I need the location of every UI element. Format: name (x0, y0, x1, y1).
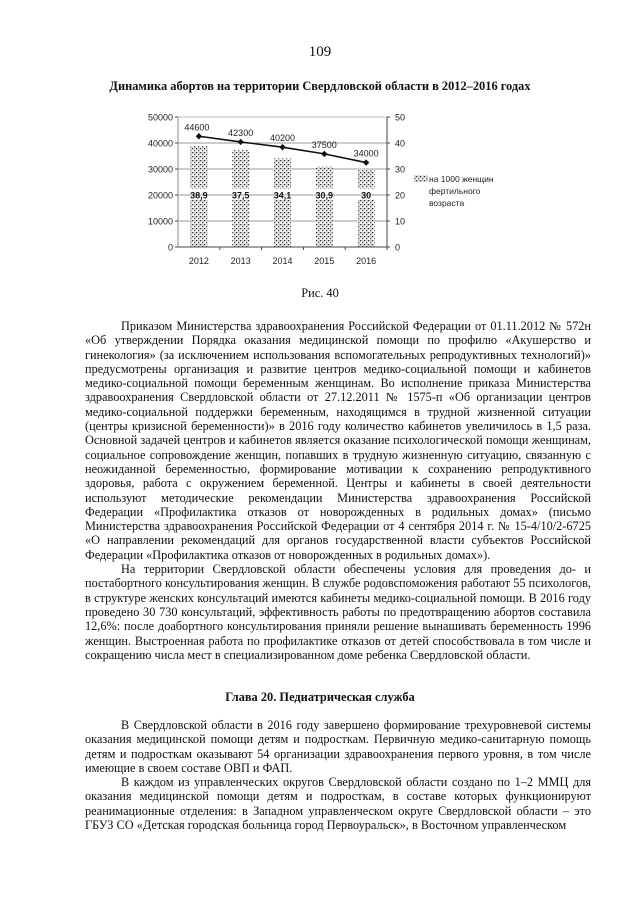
x-axis-tick-label: 2012 (188, 256, 209, 266)
paragraph: В каждом из управленческих округов Свердловской области создано по 1–2 ММЦ для оказания медицинской помощи детям и подросткам, в составе которых функционируют реанимационные отделения: в Западном управленческом округе Свердловской области – это ГБУЗ СО «Детская городская больница город Первоуральск», в Восточном управленческом (85, 775, 591, 833)
line-point-marker (196, 133, 202, 139)
bar-segment-lower (190, 199, 207, 247)
line-value-label: 34000 (353, 148, 379, 159)
bar-value-label: 37,5 (231, 190, 250, 201)
section-text-pediatric-service (85, 718, 591, 832)
left-axis-tick-label: 20000 (147, 190, 173, 201)
figure-caption: Рис. 40 (301, 286, 339, 300)
x-axis-tick-label: 2015 (314, 256, 335, 266)
line-point-marker (363, 159, 369, 165)
x-axis-tick-label: 2016 (356, 256, 377, 266)
bar-segment-upper (316, 167, 333, 189)
paragraph: Приказом Министерства здравоохранения Российской Федерации от 01.11.2012 № 572н «Об утверждении Порядка оказания медицинской помощи по профилю «Акушерство и гинекология» (за исключением использования вспомогательных репродуктивных технологий)» предусмотрены организация и развитие центров медико-социальной помощи и кабинетов медико-социальной помощи беременным женщинам. Во исполнение приказа Министерства здравоохранения Свердловской области от 27.12.2011 № 1575-п «Об организации центров медико-социальной поддержки беременным, находящимся в трудной жизненной ситуации (центры кризисной беременности)» в 2016 году количество кабинетов увеличилось в 1,5 раза. Основной задачей центров и кабинетов является оказание психологической помощи женщинам, социальное сопровождение женщин, попавших в трудную жизненную ситуацию, связанную с неожиданной беременностью, формирование мотивации к сохранению репродуктивного здоровья, работа с окружением беременной. Центры и кабинеты в своей деятельности используют методические рекомендации Министерства здравоохранения Российской Федерации «Профилактика отказов от новорожденных в родильных домах» (письмо Министерства здравоохранения Российской Федерации от 4 сентября 2014 г. № 15-4/10/2-6725 «О направлении рекомендаций для органов государственной власти субъектов Российской Федерации «Профилактика отказов от новорожденных в родильных домах»). (85, 319, 591, 562)
bar-segment-upper (274, 158, 291, 188)
legend-label-line-1: на 1000 женщин (429, 174, 494, 184)
line-value-label: 44600 (184, 122, 210, 133)
right-axis-tick-label: 0 (395, 242, 401, 253)
right-axis-tick-label: 30 (395, 164, 406, 175)
line-point-marker (279, 144, 285, 150)
line-point-marker (321, 151, 327, 157)
legend (414, 174, 494, 208)
right-axis-tick-label: 50 (395, 112, 406, 123)
bar-value-label: 30,9 (315, 190, 334, 201)
figure-title: Динамика абортов на территории Свердловской области в 2012–2016 годах (109, 79, 531, 93)
line-value-label: 40200 (269, 133, 296, 144)
x-axis-tick-label: 2014 (272, 256, 293, 266)
paragraph: В Свердловской области в 2016 году завершено формирование трехуровневой системы оказания медицинской помощи детям и подросткам. Первичную медико-санитарную помощь детям и подросткам оказывают 54 организации здравоохранения первого уровня, в том числе имеющие в своем составе ОВП и ФАП. (85, 718, 591, 775)
right-axis-tick-label: 10 (395, 216, 406, 227)
left-axis-tick-label: 50000 (147, 112, 173, 123)
left-axis-tick-label: 0 (167, 242, 173, 253)
bar-value-label: 38,9 (190, 190, 208, 201)
left-axis-tick-label: 40000 (147, 138, 173, 149)
bar-segment-upper (190, 146, 207, 189)
left-axis-tick-label: 30000 (147, 164, 173, 175)
page-number: 109 (308, 44, 332, 60)
legend-label-line-3: возраста (429, 198, 465, 208)
bar-segment-lower (316, 199, 333, 247)
line-value-label: 42300 (228, 127, 254, 138)
bar-segment-lower (274, 199, 291, 247)
abortion-dynamics-chart (128, 104, 558, 279)
section-text-abortion-prevention (85, 319, 591, 662)
bar-segment-lower (358, 199, 375, 247)
line-value-label: 37500 (311, 139, 337, 150)
bar-value-label: 30 (361, 190, 372, 201)
left-axis-tick-label: 10000 (147, 216, 173, 227)
bar-segment-lower (232, 199, 249, 247)
line-point-marker (238, 139, 244, 145)
chapter-title: Глава 20. Педиатрическая служба (225, 690, 415, 704)
bar-segment-upper (232, 150, 249, 189)
x-axis-tick-label: 2013 (230, 256, 251, 266)
right-axis-tick-label: 20 (395, 190, 406, 201)
paragraph: На территории Свердловской области обеспечены условия для проведения до- и постабортного консультирования женщин. В службе родовспоможения работают 55 психологов, в структуре женских консультаций имеются кабинеты медико-социальной помощи. В 2016 году проведено 30 730 консультаций, эффективность работы по предотвращению абортов составила 12,6%: после доабортного консультирования приняли решение вынашивать беременность 1996 женщин. Выстроенная работа по профилактике отказов от детей способствовала в том числе и сокращению числа мест в специализированном доме ребенка Свердловской области. (85, 562, 591, 662)
legend-label-line-2: фертильного (429, 186, 481, 196)
legend-swatch (414, 175, 428, 182)
right-axis-tick-label: 40 (395, 138, 406, 149)
bar-segment-upper (358, 169, 375, 189)
bar-value-label: 34,1 (273, 190, 292, 201)
